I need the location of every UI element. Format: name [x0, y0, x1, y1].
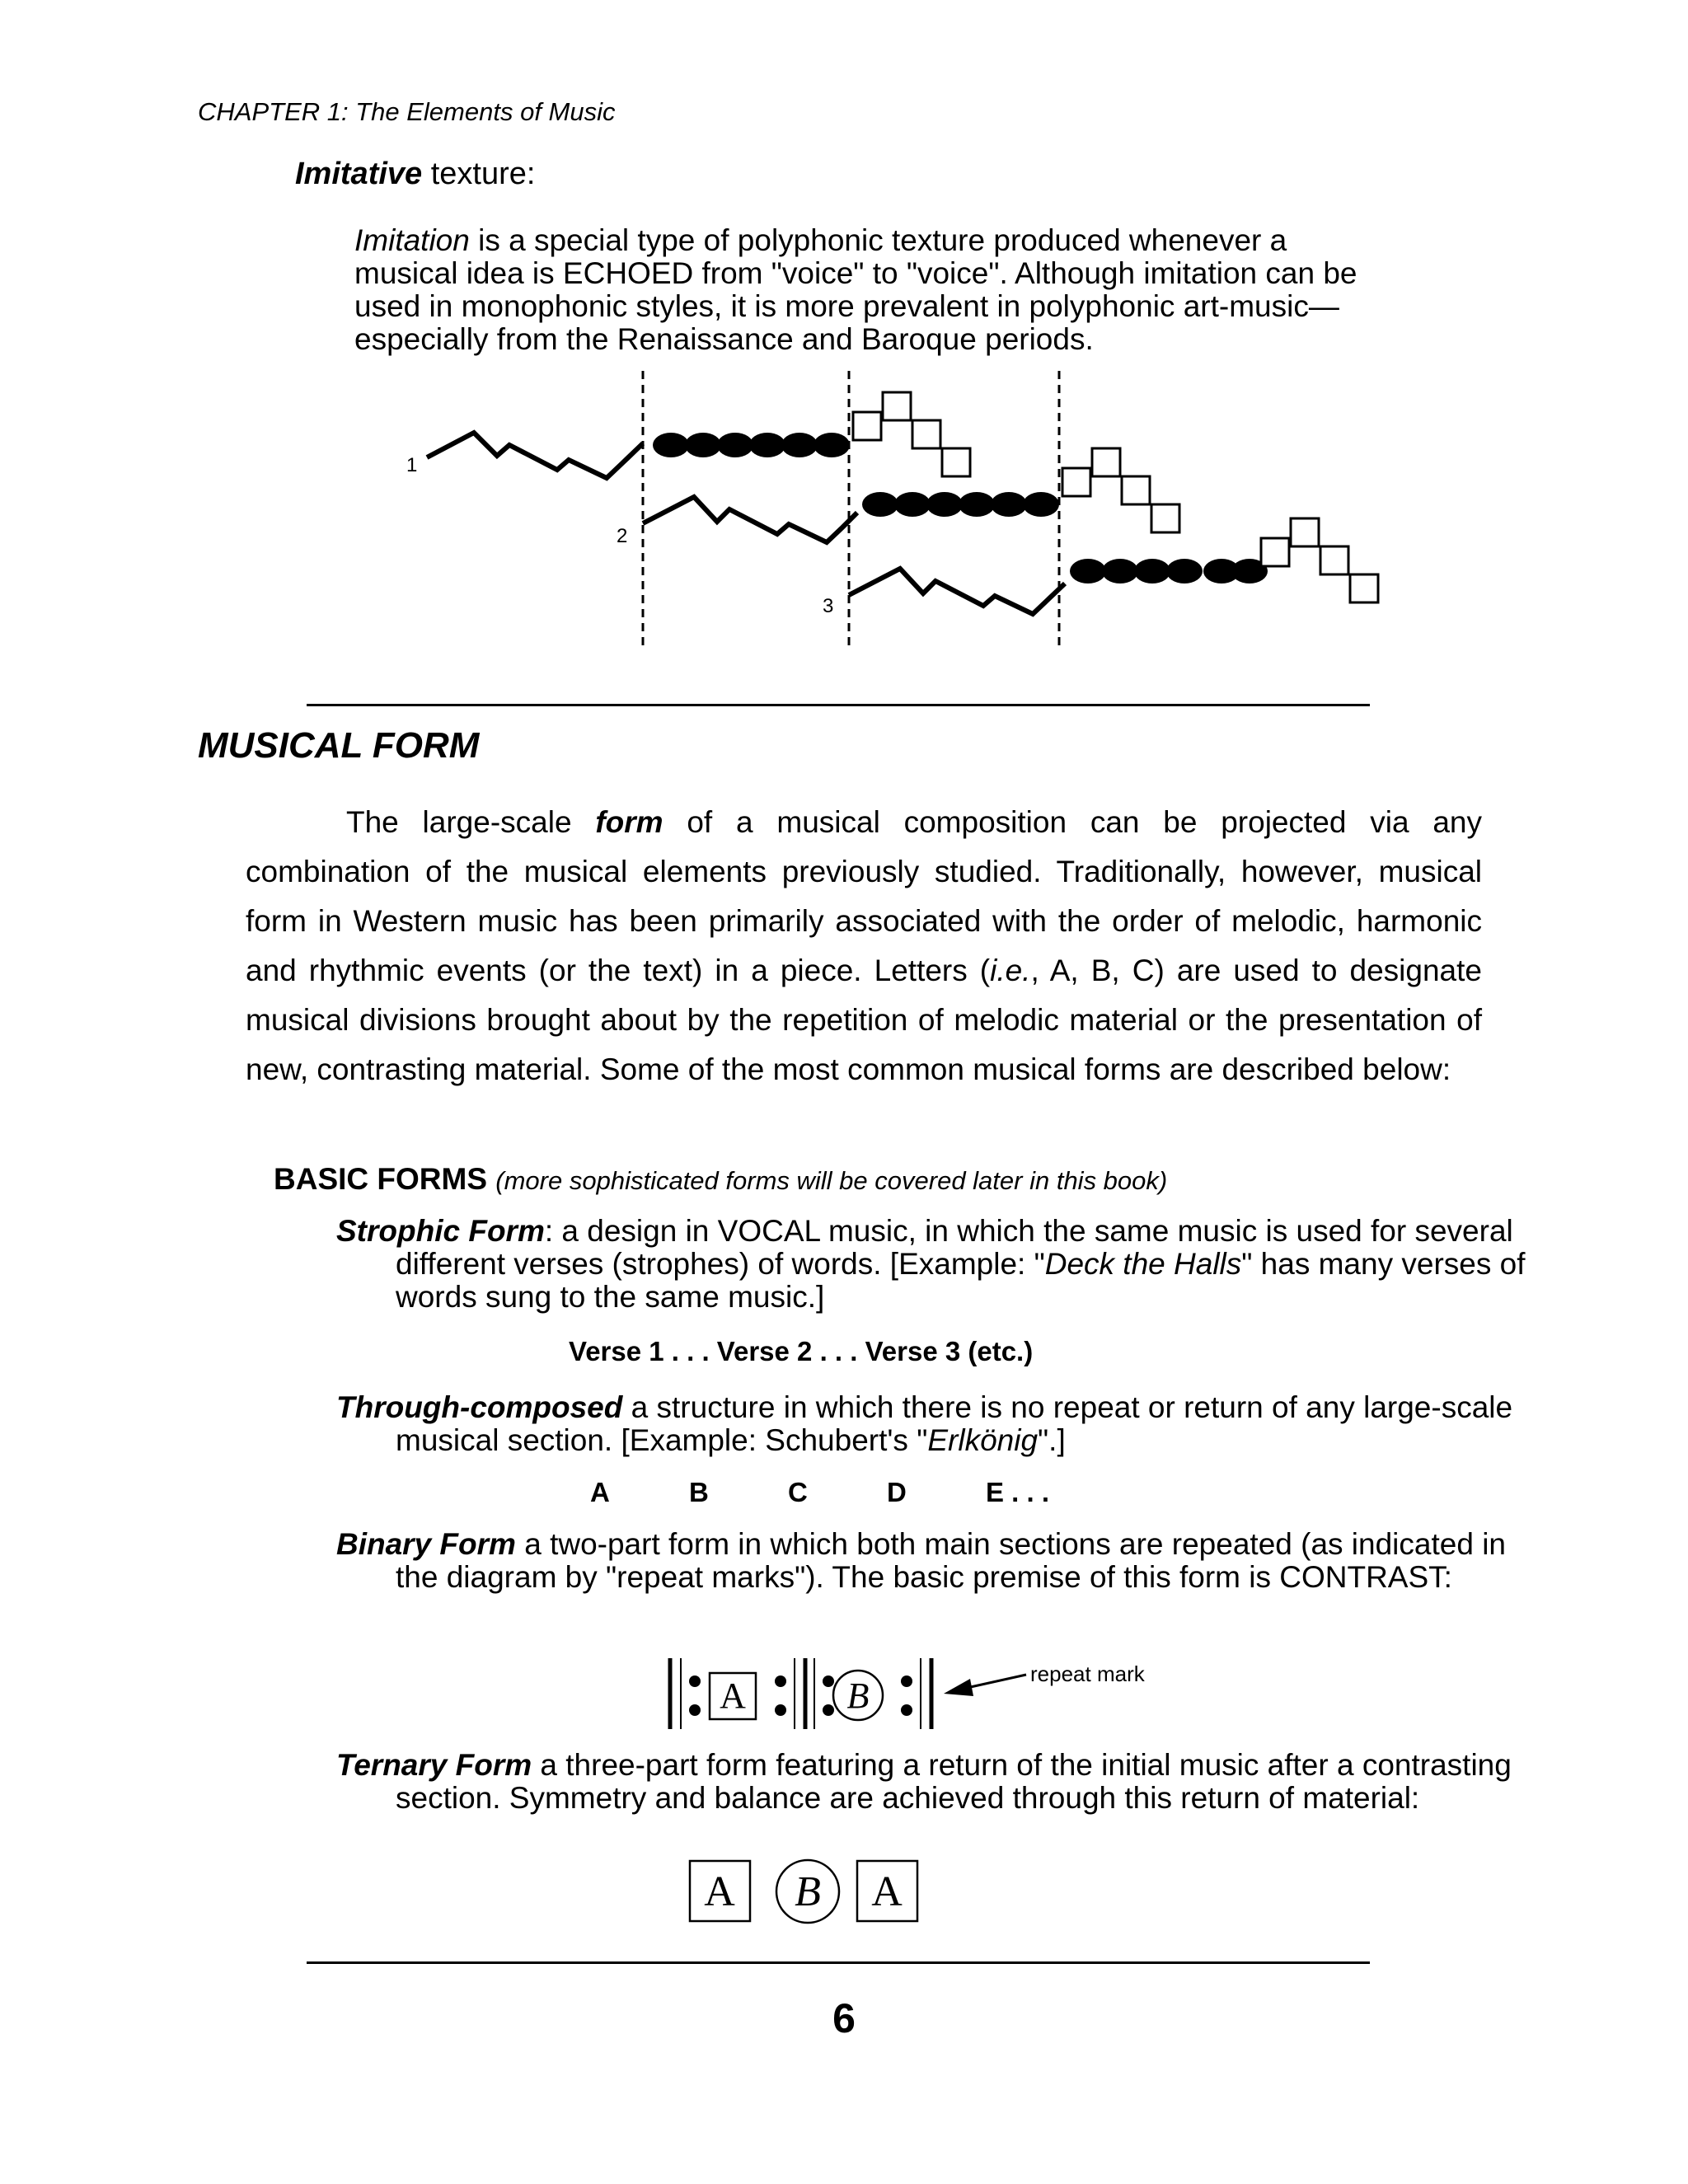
arrowhead — [944, 1679, 973, 1696]
imitative-term: Imitative — [295, 157, 423, 191]
chapter-header: CHAPTER 1: The Elements of Music — [198, 97, 616, 126]
voice-1-zigzag — [427, 433, 643, 478]
ternary-a2-label: A — [871, 1868, 903, 1915]
strophic-name: Strophic Form — [336, 1214, 545, 1248]
voice-2-ovals — [862, 492, 1059, 517]
imitation-diagram — [387, 363, 1409, 659]
section-title: MUSICAL FORM — [198, 725, 480, 766]
voice-label-3: 3 — [823, 595, 834, 617]
page-number: 6 — [832, 1995, 856, 2041]
voice-label-1: 1 — [406, 454, 418, 476]
binary-entry: Binary Form a two-part form in which both main sections are repeated (as indicated in the diagram by "repeat marks"). The basic premise of this form is CONTRAST: — [336, 1527, 1506, 1594]
imitation-line-2: musical idea is ECHOED from "voice" to "voice". Although imitation can be — [354, 256, 1357, 290]
binary-name: Binary Form — [336, 1527, 516, 1561]
imitation-line-4: especially from the Renaissance and Baroque periods. — [354, 322, 1094, 356]
voice-label-2: 2 — [617, 525, 628, 547]
bottom-rule — [307, 1961, 1370, 1964]
ternary-diagram — [684, 1854, 931, 1937]
through-composed-name: Through-composed — [336, 1390, 623, 1424]
voice-3-zigzag — [849, 569, 1065, 614]
repeat-mark-annotation: repeat mark — [1030, 1661, 1145, 1686]
section-a-label: A — [720, 1675, 746, 1716]
basic-forms-heading: BASIC FORMS (more sophisticated forms will be covered later in this book) — [274, 1162, 1168, 1196]
voice-1-ovals — [653, 433, 850, 457]
ternary-b-label: B — [795, 1868, 821, 1915]
through-composed-entry: Through-composed a structure in which there is no repeat or return of any large-scale musical section. [Example: Schubert's "Erlkönig".] — [336, 1390, 1513, 1457]
imitative-heading-rest: texture: — [422, 157, 536, 191]
ternary-name: Ternary Form — [336, 1748, 532, 1782]
form-term: form — [595, 805, 663, 839]
imitative-heading — [295, 157, 535, 192]
imitation-line-3: used in monophonic styles, it is more prevalent in polyphonic art-music— — [354, 289, 1339, 323]
intro-paragraph: The large-scale form of a musical composition can be projected via any combination of the musical elements previously studied. Traditionally, however, musical form in Western music has been primarily associated with the order of melodic, harmonic and rhythmic events (or the text) in a piece. Letters (i.e., A, B, C) are used to designate musical divisions brought about by the repetition of melodic material or the presentation of new, contrasting material. Some of the most common musical forms are described below: — [246, 805, 1482, 1086]
imitation-term: Imitation — [354, 223, 470, 257]
section-b-label: B — [846, 1675, 870, 1716]
through-letters: A B C D E . . . — [590, 1477, 1050, 1507]
voice-2-zigzag — [643, 497, 857, 542]
strophic-entry: Strophic Form: a design in VOCAL music, in which the same music is used for several different verses (strophes) of words. [Example: "Deck the Halls" has many verses of words sung to the same music.] — [336, 1214, 1526, 1314]
voice-3-ovals — [1070, 559, 1268, 583]
divider-rule — [307, 704, 1370, 706]
basic-forms-note: (more sophisticated forms will be covered later in this book) — [495, 1166, 1168, 1195]
imitation-line-1: is a special type of polyphonic texture produced whenever a — [469, 223, 1287, 257]
imitation-paragraph — [354, 224, 1451, 356]
binary-diagram — [659, 1648, 1187, 1739]
strophic-scheme: Verse 1 . . . Verse 2 . . . Verse 3 (etc.) — [569, 1336, 1034, 1366]
ternary-a1-label: A — [704, 1868, 735, 1915]
ternary-entry: Ternary Form a three-part form featuring a return of the initial music after a contrasting section. Symmetry and balance are achieved through this return of material: — [336, 1748, 1512, 1815]
